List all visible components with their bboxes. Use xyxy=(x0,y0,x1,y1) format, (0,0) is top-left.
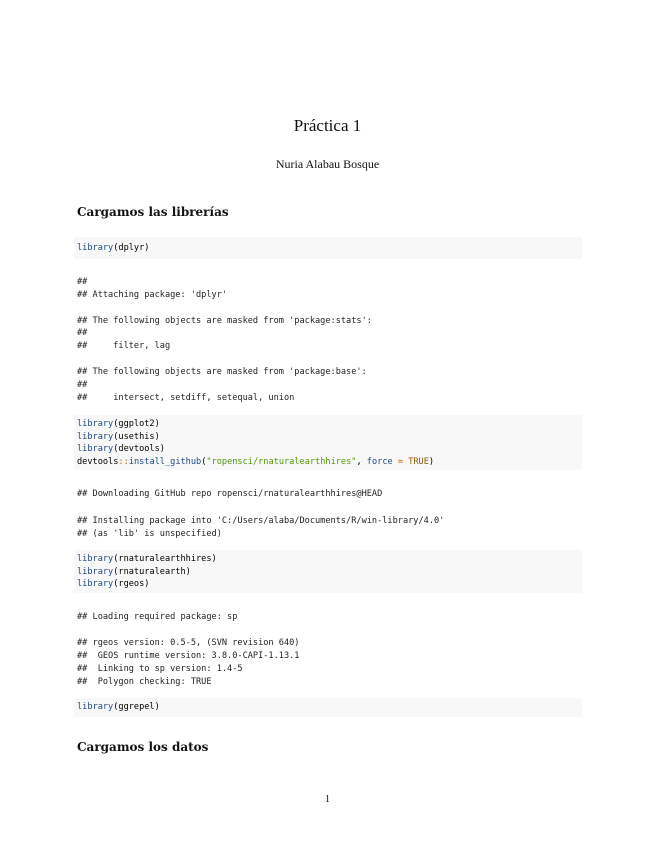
section-heading-librerias: Cargamos las librerías xyxy=(77,205,229,219)
code-line xyxy=(77,242,579,255)
code-keyword: library xyxy=(77,566,114,577)
code-argname: force xyxy=(366,456,393,467)
output-line: ## xyxy=(77,277,88,287)
code-keyword: library xyxy=(77,444,114,454)
code-namespace: devtools xyxy=(77,456,119,467)
output-line: ## Polygon checking: TRUE xyxy=(77,677,212,687)
output-line: ## xyxy=(77,380,88,390)
code-paren: ) xyxy=(428,456,435,467)
code-keyword: library xyxy=(77,579,114,589)
output-line: ## xyxy=(77,328,88,338)
code-keyword: library xyxy=(77,243,114,253)
output-line: ## Installing package into 'C:/Users/alaba/Documents/R/win-library/4.0' xyxy=(77,516,445,526)
code-line xyxy=(77,566,579,579)
code-paren: ( xyxy=(201,456,207,467)
code-keyword: library xyxy=(77,702,114,712)
output-line: ## Linking to sp version: 1.4-5 xyxy=(77,664,243,674)
output-line: ## intersect, setdiff, setequal, union xyxy=(77,393,295,403)
output-line: ## GEOS runtime version: 3.8.0-CAPI-1.13.1 xyxy=(77,651,300,661)
section-heading-datos: Cargamos los datos xyxy=(77,740,209,754)
code-chunk xyxy=(74,415,582,470)
output-line: ## Loading required package: sp xyxy=(77,612,238,622)
output-line: ## Downloading GitHub repo ropensci/rnaturalearthhires@HEAD xyxy=(77,489,383,499)
code-arg: (usethis) xyxy=(113,431,160,442)
code-arg: (dplyr) xyxy=(113,243,150,253)
code-arg: (ggrepel) xyxy=(113,702,160,712)
code-value: TRUE xyxy=(408,456,429,467)
code-chunk xyxy=(74,698,582,717)
code-keyword: library xyxy=(77,554,114,564)
output-line: ## The following objects are masked from 'package:stats': xyxy=(77,316,372,326)
code-line xyxy=(77,431,579,444)
code-arg: (rgeos) xyxy=(113,579,150,589)
document-title: Práctica 1 xyxy=(293,116,362,135)
code-arg: (devtools) xyxy=(113,444,165,454)
code-function: install_github xyxy=(128,456,202,467)
code-line xyxy=(77,553,579,566)
code-operator: :: xyxy=(118,456,129,467)
page-number: 1 xyxy=(325,794,330,805)
code-line xyxy=(77,456,579,469)
output-line: ## Attaching package: 'dplyr' xyxy=(77,290,228,300)
code-string: "ropensci/rnaturalearthhires" xyxy=(206,456,357,467)
code-operator: = xyxy=(392,456,409,467)
output-line: ## rgeos version: 0.5-5, (SVN revision 640) xyxy=(77,638,300,648)
code-keyword: library xyxy=(77,419,114,429)
output-line: ## The following objects are masked from 'package:base': xyxy=(77,367,367,377)
output-line: ## (as 'lib' is unspecified) xyxy=(77,529,222,539)
output-line: ## filter, lag xyxy=(77,341,171,351)
code-comma: , xyxy=(356,456,367,467)
document-author: Nuria Alabau Bosque xyxy=(275,157,380,171)
code-line xyxy=(77,418,579,431)
code-arg: (rnaturalearthhires) xyxy=(113,554,217,564)
code-arg: (ggplot2) xyxy=(113,419,160,429)
code-keyword: library xyxy=(77,431,114,442)
code-line xyxy=(77,578,579,591)
code-chunk xyxy=(74,237,582,259)
code-line xyxy=(77,701,579,714)
code-chunk xyxy=(74,550,582,593)
code-arg: (rnaturalearth) xyxy=(113,566,191,577)
code-line xyxy=(77,443,579,456)
